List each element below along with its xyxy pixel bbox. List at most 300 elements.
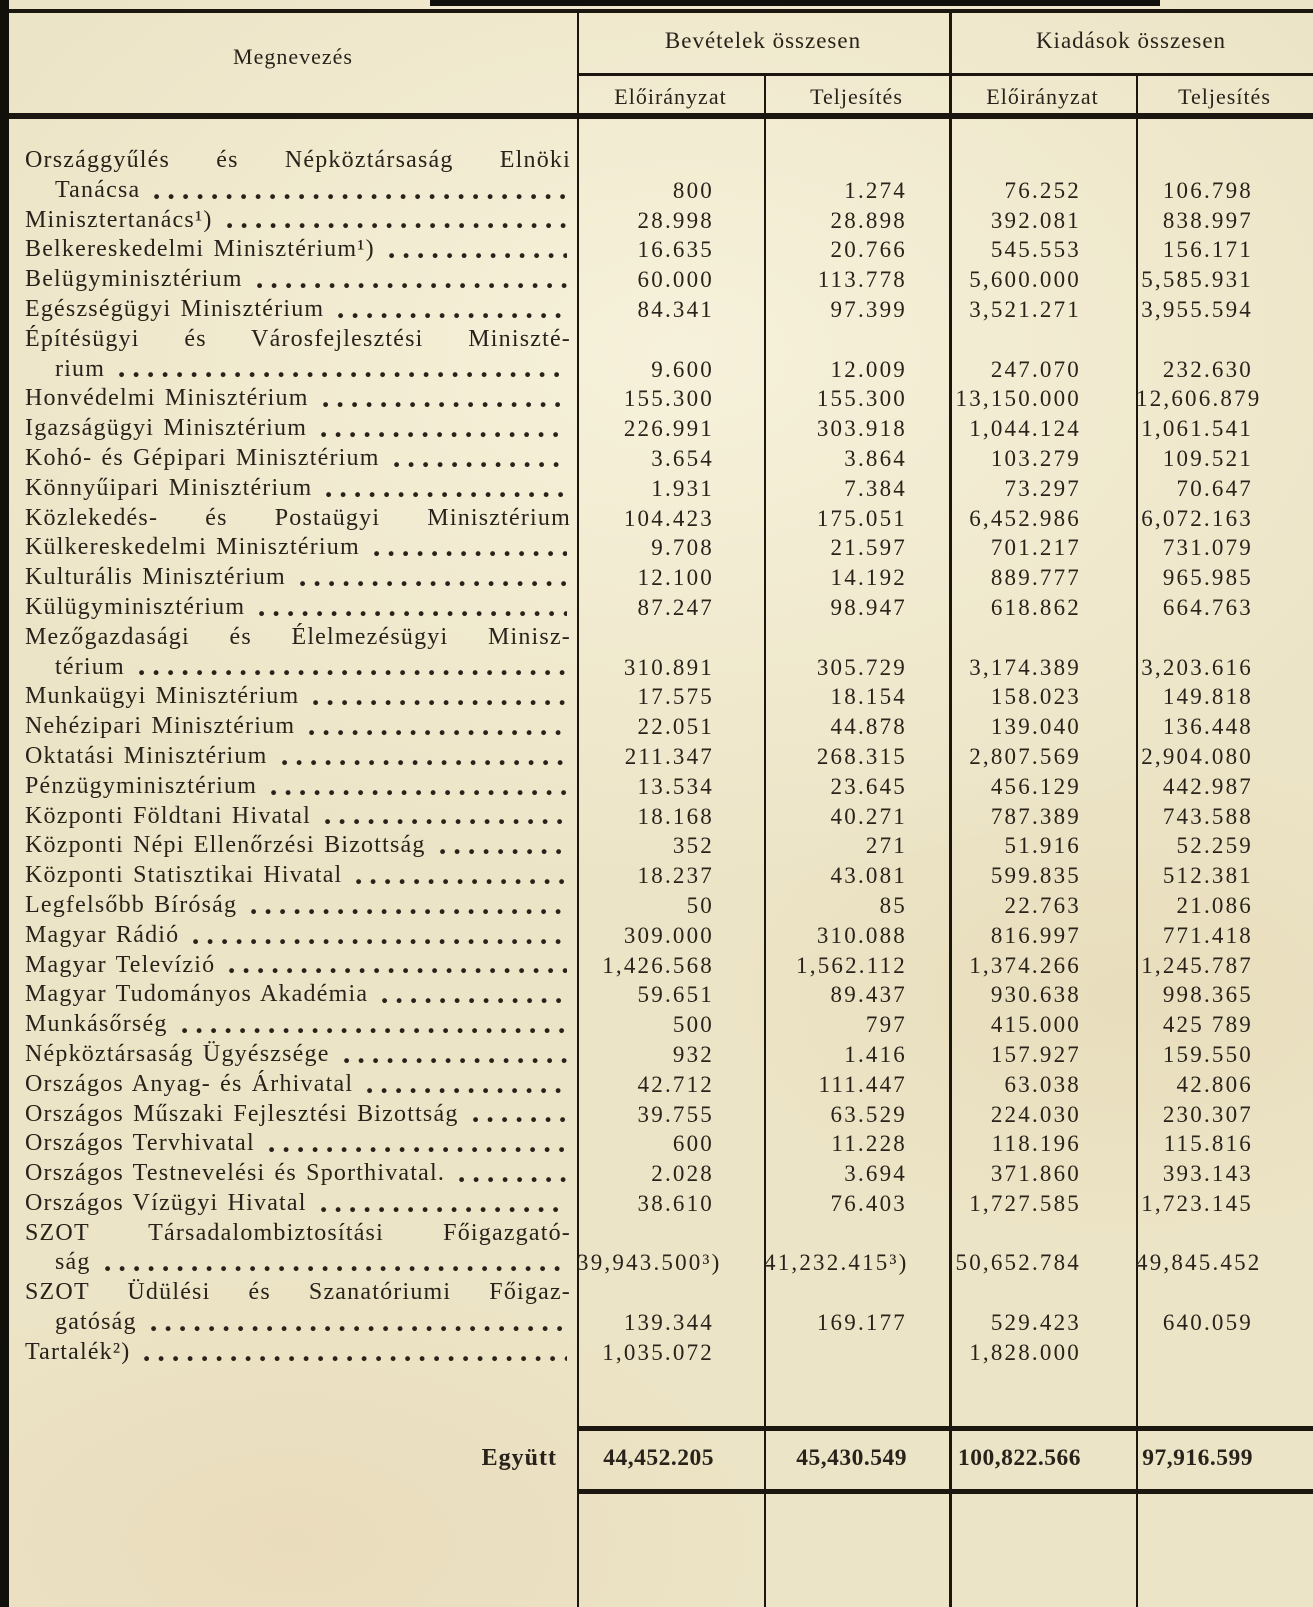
header-bottom-rule [9, 113, 1313, 119]
cell-value: 18.237 [637, 863, 714, 889]
label-text: Külkereskedelmi Minisztérium [25, 534, 360, 561]
leader-dots [257, 283, 567, 289]
cell-value: 22.763 [1004, 892, 1081, 918]
label-text: Országos Tervhivatal [25, 1130, 255, 1157]
row-label [9, 533, 577, 563]
table-row [9, 951, 1313, 981]
label-line [25, 1010, 571, 1040]
cell-value: 998.365 [1162, 982, 1253, 1008]
cell-value: 442.987 [1162, 773, 1253, 799]
label-text: Országos Műszaki Fejlesztési Bizottság [25, 1100, 459, 1127]
cell-value: 115.816 [1163, 1131, 1253, 1157]
cell-value: 1,374.266 [969, 952, 1081, 978]
cell-value: 60.000 [637, 267, 714, 293]
label-text: Magyar Tudományos Akadémia [25, 981, 369, 1008]
label-line: Építésügyi és Városfejlesztési Miniszté- [25, 325, 571, 352]
table-row [9, 891, 1313, 921]
table-top-rule [9, 9, 1313, 13]
cell-value: 139.040 [990, 714, 1081, 740]
label-line: Országgyűlés és Népköztársaság Elnöki [25, 147, 571, 173]
label-line [25, 1129, 571, 1159]
table-row [9, 1159, 1313, 1189]
row-label [9, 325, 577, 385]
cell-value: 1.931 [651, 475, 714, 501]
leader-dots [151, 1326, 567, 1332]
row-label [9, 891, 577, 921]
label-text: térium [55, 653, 125, 680]
cell-value: 930.638 [990, 982, 1081, 1008]
label-text: Tartalék²) [25, 1338, 131, 1365]
leader-dots [182, 1028, 567, 1034]
row-label [9, 206, 577, 236]
table-row [9, 623, 1313, 683]
cell-value: 743.588 [1162, 803, 1253, 829]
cell-value: 63.529 [830, 1101, 907, 1127]
leader-dots [325, 819, 567, 825]
leader-dots [382, 998, 567, 1004]
leader-dots [440, 849, 567, 855]
leader-dots [139, 670, 567, 676]
leader-dots [344, 1058, 567, 1064]
cell-value: 640.059 [1162, 1310, 1253, 1336]
cell-value: 159.550 [1162, 1041, 1253, 1067]
label-line [25, 951, 571, 981]
cell-value: 169.177 [816, 1310, 907, 1336]
cell-value: 136.448 [1162, 714, 1253, 740]
row-label [9, 1219, 577, 1279]
leader-dots [367, 1088, 567, 1094]
label-text: Külügyminisztérium [25, 593, 246, 620]
row-label [9, 623, 577, 683]
cell-value: 211.347 [624, 743, 714, 769]
cell-value: 3.864 [844, 445, 907, 471]
cell-value: 23.645 [830, 773, 907, 799]
cell-value: 13,150.000 [955, 386, 1081, 412]
label-text: Minisztertanács¹) [25, 206, 213, 233]
cell-value: 38.610 [637, 1190, 714, 1216]
cell-value: 63.038 [1004, 1071, 1081, 1097]
cell-value: 456.129 [990, 773, 1081, 799]
cell-value: 415.000 [990, 1012, 1081, 1038]
cell-value: 28.898 [830, 207, 907, 233]
cell-value: 1,723.145 [1141, 1190, 1253, 1216]
label-line [25, 1338, 571, 1368]
label-line [25, 1248, 571, 1278]
total-top-rule [577, 1426, 1313, 1431]
cell-value: 310.891 [623, 654, 714, 680]
cell-value: 1,035.072 [602, 1339, 714, 1365]
cell-value: 512.381 [1162, 863, 1253, 889]
cell-value: 16.635 [637, 237, 714, 263]
cell-value: 393.143 [1162, 1161, 1253, 1187]
cell-value: 3.654 [651, 445, 714, 471]
table-row [9, 1070, 1313, 1100]
cell-value: 9.708 [651, 535, 714, 561]
cell-value: 21.086 [1176, 892, 1253, 918]
label-line [25, 1308, 571, 1338]
row-label [9, 921, 577, 951]
cell-value: 41,232.415³) [764, 1250, 909, 1276]
cell-value: 42.712 [637, 1071, 714, 1097]
cell-value: 109.521 [1162, 445, 1253, 471]
row-label [9, 1040, 577, 1070]
cell-value: 1,727.585 [969, 1190, 1081, 1216]
table-row [9, 980, 1313, 1010]
row-label [9, 474, 577, 504]
cell-value: 39,943.500³) [577, 1250, 722, 1276]
cell-value: 97.399 [830, 296, 907, 322]
row-label [9, 1129, 577, 1159]
cell-value: 9.600 [651, 356, 714, 382]
cell-value: 98.947 [830, 594, 907, 620]
leader-dots [259, 611, 567, 617]
row-label [9, 1010, 577, 1040]
table-row [9, 384, 1313, 414]
label-text: rium [55, 355, 106, 382]
leader-dots [193, 939, 567, 945]
cell-value: 545.553 [990, 237, 1081, 263]
cell-value: 889.777 [990, 565, 1081, 591]
cell-value: 111.447 [818, 1071, 907, 1097]
label-text: Tanácsa [55, 176, 141, 203]
cell-value: 113.778 [817, 267, 907, 293]
cell-value: 2,904.080 [1141, 743, 1253, 769]
row-label [9, 1100, 577, 1130]
label-line [25, 802, 571, 832]
cell-value: 17.575 [637, 684, 714, 710]
label-line [25, 474, 571, 504]
leader-dots [473, 1117, 567, 1123]
label-line: SZOT Társadalombiztosítási Főigazgató- [25, 1219, 571, 1246]
row-label [9, 831, 577, 861]
label-text: Könnyűipari Minisztérium [25, 474, 313, 501]
cell-value: 3,203.616 [1141, 654, 1253, 680]
label-line [25, 891, 571, 921]
cell-value: 7.384 [844, 475, 907, 501]
cell-value: 838.997 [1162, 207, 1253, 233]
cell-value: 3,521.271 [969, 296, 1081, 322]
cell-value: 1,044.124 [969, 416, 1081, 442]
row-label [9, 951, 577, 981]
cell-value: 73.297 [1004, 475, 1081, 501]
leader-dots [227, 223, 567, 229]
cell-value: 3.694 [844, 1161, 907, 1187]
table-row [9, 1129, 1313, 1159]
row-label [9, 1159, 577, 1189]
row-label [9, 980, 577, 1010]
cell-value: 731.079 [1162, 535, 1253, 561]
cell-value: 12.009 [830, 356, 907, 382]
cell-value: 309.000 [623, 922, 714, 948]
cell-value: 59.651 [637, 982, 714, 1008]
label-line [25, 682, 571, 712]
leader-dots [229, 968, 567, 974]
cell-value: 5,600.000 [969, 267, 1081, 293]
label-line [25, 533, 571, 563]
label-line [25, 712, 571, 742]
cell-value: 118.196 [991, 1131, 1081, 1157]
table-row [9, 861, 1313, 891]
label-text: Központi Statisztikai Hivatal [25, 862, 343, 889]
total-value-kiadasok-eloiranyzat: 100,822.566 [958, 1445, 1081, 1471]
subheader-kiadasok-teljesites: Teljesítés [1178, 84, 1271, 109]
cell-value: 13.534 [637, 773, 714, 799]
cell-value: 303.918 [816, 416, 907, 442]
label-line [25, 921, 571, 951]
total-bottom-rule [577, 1489, 1313, 1494]
cell-value: 800 [672, 177, 714, 203]
row-label [9, 802, 577, 832]
table-row [9, 206, 1313, 236]
leader-dots [119, 372, 567, 378]
row-label [9, 1189, 577, 1219]
leader-dots [326, 492, 567, 498]
label-text: Egészségügyi Minisztérium [25, 295, 325, 322]
cell-value: 6,452.986 [969, 505, 1081, 531]
label-text: gatóság [55, 1309, 137, 1336]
label-line [25, 444, 571, 474]
label-text: Belkereskedelmi Minisztérium¹) [25, 236, 375, 263]
cell-value: 158.023 [990, 684, 1081, 710]
cell-value: 271 [865, 833, 907, 859]
cell-value: 52.259 [1176, 833, 1253, 859]
total-value-bevetelek-teljesites: 45,430.549 [796, 1445, 907, 1471]
label-text: Magyar Televízió [25, 951, 216, 978]
row-label [9, 384, 577, 414]
cell-value: 3,174.389 [969, 654, 1081, 680]
leader-dots [356, 879, 567, 885]
cell-value: 87.247 [637, 594, 714, 620]
cell-value: 599.835 [990, 863, 1081, 889]
cell-value: 149.818 [1162, 684, 1253, 710]
row-label [9, 861, 577, 891]
cell-value: 1,562.112 [796, 952, 907, 978]
cell-value: 425 789 [1162, 1012, 1253, 1038]
label-text: Pénzügyminisztérium [25, 772, 258, 799]
leader-dots [323, 402, 567, 408]
cell-value: 43.081 [830, 863, 907, 889]
table-row [9, 831, 1313, 861]
label-line [25, 414, 571, 444]
table-row [9, 474, 1313, 504]
label-text: Magyar Rádió [25, 921, 180, 948]
cell-value: 797 [865, 1012, 907, 1038]
cell-value: 965.985 [1162, 565, 1253, 591]
cell-value: 21.597 [830, 535, 907, 561]
label-text: Honvédelmi Minisztérium [25, 385, 309, 412]
label-text: Belügyminisztérium [25, 266, 243, 293]
label-line [25, 235, 571, 265]
cell-value: 664.763 [1162, 594, 1253, 620]
label-text: Oktatási Minisztérium [25, 742, 268, 769]
subheader-bevetelek-teljesites: Teljesítés [810, 84, 903, 109]
label-line [25, 861, 571, 891]
label-text: Munkásőrség [25, 1011, 168, 1038]
table-row [9, 1219, 1313, 1279]
cell-value: 50 [686, 892, 714, 918]
label-line [25, 772, 571, 802]
table-row [9, 921, 1313, 951]
subheader-kiadasok-eloiranyzat: Előirányzat [986, 84, 1099, 109]
cell-value: 20.766 [830, 237, 907, 263]
leader-dots [321, 1207, 567, 1213]
cell-value: 18.168 [637, 803, 714, 829]
cell-value: 2,807.569 [969, 743, 1081, 769]
label-line [25, 1070, 571, 1100]
label-text: Népköztársaság Ügyészsége [25, 1040, 330, 1067]
row-label [9, 295, 577, 325]
row-label [9, 235, 577, 265]
label-text: Kulturális Minisztérium [25, 564, 286, 591]
cell-value: 70.647 [1176, 475, 1253, 501]
table-row [9, 533, 1313, 563]
cell-value: 392.081 [990, 207, 1081, 233]
cell-value: 6,072.163 [1141, 505, 1253, 531]
cell-value: 14.192 [830, 565, 907, 591]
subheader-bevetelek-eloiranyzat: Előirányzat [614, 84, 727, 109]
total-label: Együtt [481, 1445, 557, 1471]
table-row [9, 295, 1313, 325]
cell-value: 39.755 [637, 1101, 714, 1127]
label-text: Igazságügyi Minisztérium [25, 415, 308, 442]
cell-value: 371.860 [990, 1161, 1081, 1187]
cell-value: 84.341 [637, 296, 714, 322]
cell-value: 49,845.452 [1136, 1250, 1262, 1276]
cell-value: 771.418 [1162, 922, 1253, 948]
cell-value: 42.806 [1176, 1071, 1253, 1097]
row-label [9, 1278, 577, 1338]
cell-value: 1.416 [844, 1041, 907, 1067]
cell-value: 232.630 [1162, 356, 1253, 382]
row-label [9, 1338, 577, 1368]
leader-dots [300, 581, 567, 587]
cell-value: 226.991 [623, 416, 714, 442]
cell-value: 247.070 [990, 356, 1081, 382]
cell-value: 12.100 [637, 565, 714, 591]
row-label [9, 772, 577, 802]
label-line [25, 1189, 571, 1219]
label-text: ság [55, 1249, 91, 1276]
leader-dots [282, 760, 568, 766]
cell-value: 139.344 [623, 1310, 714, 1336]
group-header-kiadasok: Kiadások összesen [1035, 28, 1227, 53]
table-row [9, 1010, 1313, 1040]
leader-dots [321, 432, 567, 438]
table-row [9, 593, 1313, 623]
table-row [9, 146, 1313, 206]
label-line [25, 563, 571, 593]
table-row [9, 563, 1313, 593]
row-label [9, 593, 577, 623]
cell-value: 22.051 [637, 714, 714, 740]
table-row [9, 712, 1313, 742]
cell-value: 816.997 [990, 922, 1081, 948]
label-line [25, 742, 571, 772]
cell-value: 600 [672, 1131, 714, 1157]
cell-value: 155.300 [623, 386, 714, 412]
cell-value: 18.154 [830, 684, 907, 710]
group-header-bevetelek: Bevételek összesen [664, 28, 862, 53]
cell-value: 529.423 [990, 1310, 1081, 1336]
cell-value: 104.423 [623, 505, 714, 531]
leader-dots [144, 1356, 567, 1362]
scan-top-edge [430, 0, 1160, 6]
leader-dots [338, 313, 567, 319]
table-rows [9, 146, 1313, 1368]
leader-dots [459, 1177, 567, 1183]
cell-value: 44.878 [830, 714, 907, 740]
label-line [25, 265, 571, 295]
label-text: Nehézipari Minisztérium [25, 713, 296, 740]
leader-dots [154, 194, 567, 200]
cell-value: 155.300 [816, 386, 907, 412]
row-label [9, 682, 577, 712]
table-row [9, 682, 1313, 712]
cell-value: 268.315 [816, 743, 907, 769]
cell-value: 89.437 [830, 982, 907, 1008]
table-row [9, 742, 1313, 772]
row-label [9, 265, 577, 295]
cell-value: 50,652.784 [955, 1250, 1081, 1276]
cell-value: 701.217 [990, 535, 1081, 561]
label-line: SZOT Üdülési és Szanatóriumi Főigaz- [25, 1279, 571, 1306]
table-row [9, 1040, 1313, 1070]
cell-value: 1.274 [844, 177, 907, 203]
table-row [9, 1189, 1313, 1219]
row-label [9, 712, 577, 742]
label-line [25, 206, 571, 236]
leader-dots [309, 730, 567, 736]
table-row [9, 802, 1313, 832]
cell-value: 932 [672, 1041, 714, 1067]
label-text: Kohó- és Gépipari Minisztérium [25, 444, 380, 471]
row-label [9, 563, 577, 593]
cell-value: 618.862 [990, 594, 1081, 620]
label-line [25, 176, 571, 206]
row-label [9, 1070, 577, 1100]
cell-value: 1,828.000 [969, 1339, 1081, 1365]
cell-value: 28.998 [637, 207, 714, 233]
leader-dots [374, 551, 567, 557]
label-text: Országos Anyag- és Árhivatal [25, 1070, 354, 1097]
cell-value: 3,955.594 [1141, 296, 1253, 322]
label-text: Országos Vízügyi Hivatal [25, 1189, 307, 1216]
cell-value: 1,245.787 [1141, 952, 1253, 978]
cell-value: 787.389 [990, 803, 1081, 829]
cell-value: 305.729 [816, 654, 907, 680]
cell-value: 156.171 [1162, 237, 1253, 263]
table-row [9, 1100, 1313, 1130]
table-row [9, 235, 1313, 265]
cell-value: 352 [672, 833, 714, 859]
leader-dots [271, 790, 567, 796]
table-row [9, 414, 1313, 444]
leader-dots [269, 1147, 567, 1153]
label-text: Munkaügyi Minisztérium [25, 683, 300, 710]
label-line [25, 831, 571, 861]
table-row [9, 1338, 1313, 1368]
cell-value: 85 [879, 892, 907, 918]
label-line [25, 355, 571, 385]
cell-value: 76.252 [1004, 177, 1081, 203]
leader-dots [313, 700, 567, 706]
cell-value: 106.798 [1162, 177, 1253, 203]
row-label [9, 146, 577, 206]
leader-dots [251, 909, 567, 915]
group-header-rule [577, 73, 1313, 76]
cell-value: 12,606.879 [1136, 386, 1262, 412]
leader-dots [389, 253, 567, 259]
